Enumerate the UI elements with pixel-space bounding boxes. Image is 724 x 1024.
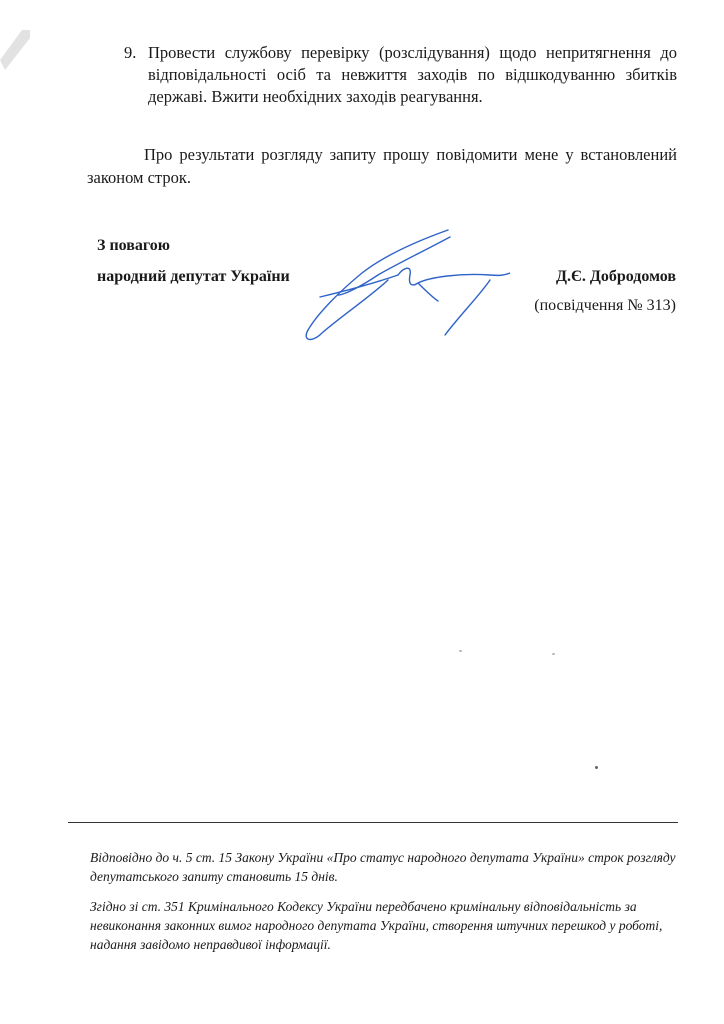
scan-speck xyxy=(552,653,555,655)
list-item-text: Провести службову перевірку (розслідування) щодо непритягнення до відповідальності осіб та невжиття заходів по відшкодуванню збитків державі. Вжити необхідних заходів реагування. xyxy=(148,43,677,106)
certificate-number: (посвідчення № 313) xyxy=(534,297,676,314)
list-item-number: 9. xyxy=(124,43,137,62)
footnote-criminal-liability: Згідно зі ст. 351 Кримінального Кодексу України передбачено кримінальну відповідальність за невиконання законних вимог народного депутата України, створення штучних перешкод у роботі, надання завідомо неправдивої інформації. xyxy=(90,899,663,952)
closing-paragraph: Про результати розгляду запиту прошу повідомити мене у встановлений законом строк. xyxy=(87,145,677,187)
regards-line: З повагою xyxy=(97,237,170,254)
scan-speck xyxy=(459,650,462,652)
handwritten-signature xyxy=(300,225,510,350)
footnote-divider xyxy=(68,822,678,823)
footnote-review-term: Відповідно до ч. 5 ст. 15 Закону України «Про статус народного депутата України» строк розгляду депутатського запиту становить 15 днів. xyxy=(90,850,676,884)
scan-edge-mark xyxy=(0,30,30,150)
signer-name: Д.Є. Добродомов xyxy=(555,268,676,285)
signer-position: народний депутат України xyxy=(97,268,290,285)
scan-speck xyxy=(595,766,598,769)
